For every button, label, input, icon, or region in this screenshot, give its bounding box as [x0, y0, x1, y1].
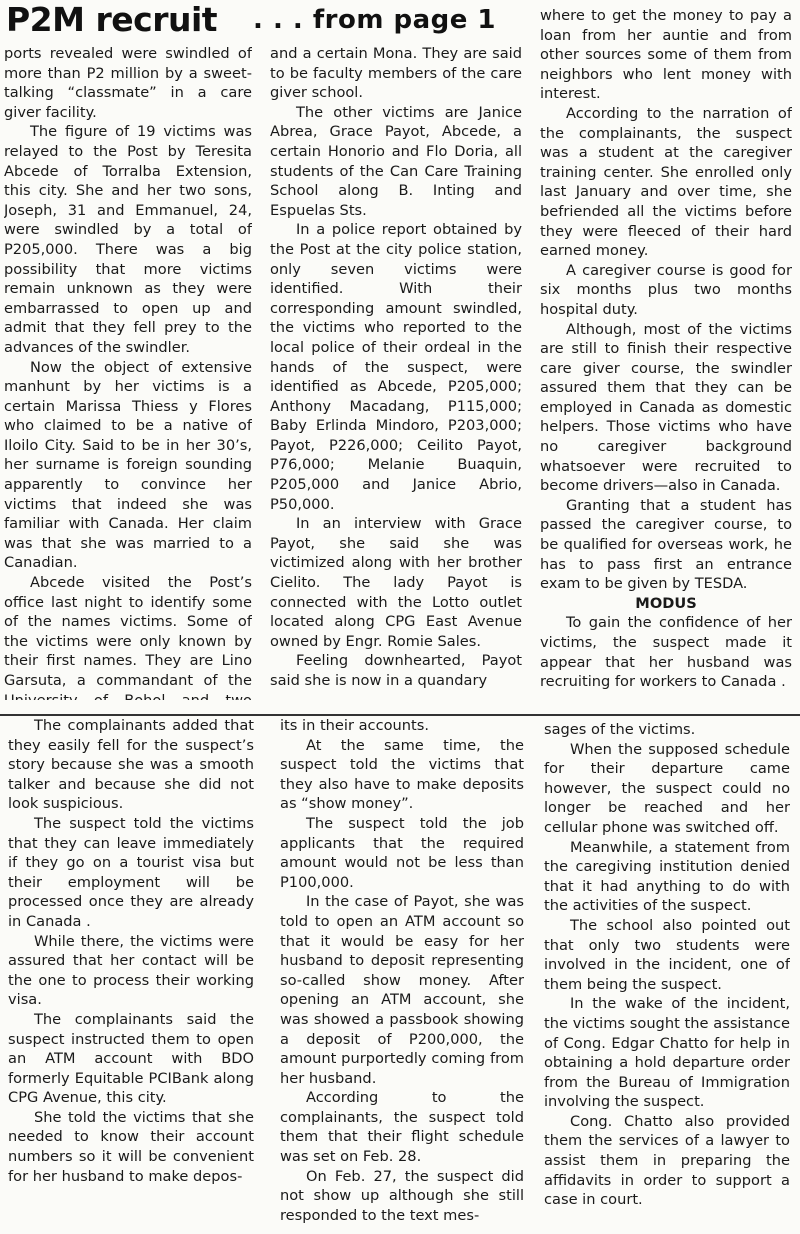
section-divider: [0, 700, 800, 716]
article-column-top-3: [540, 6, 792, 712]
headline-title: P2M recruit: [6, 0, 218, 39]
headline: [6, 0, 536, 44]
paragraph: where to get the money to pay a loan from her auntie and from other sources some of them from neighbors who lent money with interest.: [540, 7, 792, 103]
paragraph: To gain the confidence of her victims, the suspect made it appear that her husband was recruiting for workers to Canada .: [540, 614, 792, 691]
paragraph: The other victims are Janice Abrea, Grace Payot, Abcede, a certain Honorio and Flo Doria, all students of the Can Care Training School along B. Inting and Espuelas Sts.: [270, 103, 522, 219]
paragraph: Meanwhile, a statement from the caregiving institution denied that it had anything to do with the activities of the suspect.: [544, 838, 790, 915]
paragraph: and a certain Mona. They are said to be faculty members of the care giver school.: [270, 45, 522, 102]
paragraph: On Feb. 27, the suspect did not show up although she still responded to the text mes-: [280, 1167, 524, 1224]
headline-continuation: . . . from page 1: [253, 5, 497, 35]
paragraph: A caregiver course is good for six months plus two months hospital duty.: [540, 261, 792, 318]
article-column-top-1: [4, 44, 252, 712]
paragraph: ports revealed were swindled of more than P2 million by a sweet-talking “classmate” in a care giver facility.: [4, 45, 252, 121]
subheading: MODUS: [635, 594, 697, 612]
paragraph: In a police report obtained by the Post at the city police station, only seven victims were identified. With their corresponding amount swindled, the victims who reported to the local police of their ordeal in the hands of the suspect, were identified as Abcede, P205,000; Anthony Macadang, P115,000; Baby Erlinda Mindoro, P203,000; Payot, P226,000; Ceilito Payot, P76,000; Melanie Buaquin, P205,000 and Janice Abrio, P50,000.: [270, 221, 522, 513]
article-column-top-2: [270, 44, 522, 712]
paragraph: The school also pointed out that only two students were involved in the incident, one of them being the suspect.: [544, 916, 790, 993]
paragraph: Granting that a student has passed the caregiver course, to be qualified for overseas work, he has to pass first an entrance exam to be given by TESDA.: [540, 496, 792, 593]
paragraph: According to the narration of the complainants, the suspect was a student at the caregiver training center. She enrolled only last January and over time, she befriended all the victims before they were fleeced of their hard earned money.: [540, 104, 792, 260]
article-column-bottom-1: [8, 716, 254, 1232]
paragraph: Although, most of the victims are still to finish their respective care giver course, the swindler assured them that they can be employed in Canada as domestic helpers. Those victims who have no caregiver background whatsoever were recruited to become drivers—also in Canada.: [540, 320, 792, 495]
paragraph: According to the complainants, the suspect told them that their flight schedule was set on Feb. 28.: [280, 1089, 524, 1166]
paragraph: its in their accounts.: [280, 717, 429, 734]
paragraph: She told the victims that she needed to know their account numbers so it will be convenient for her husband to make depos-: [8, 1108, 254, 1185]
paragraph: In the wake of the incident, the victims sought the assistance of Cong. Edgar Chatto for help in obtaining a hold departure order from the Bureau of Immigration involving the suspect.: [544, 995, 790, 1111]
paragraph: While there, the victims were assured that her contact will be the one to process their working visa.: [8, 932, 254, 1009]
paragraph: In the case of Payot, she was told to open an ATM account so that it would be easy for her husband to deposit representing so-called show money. After opening an ATM account, she was showed a passbook showing a deposit of P200,000, the amount purportedly coming from her husband.: [280, 893, 524, 1087]
article-column-bottom-2: [280, 716, 524, 1232]
paragraph: The suspect told the job applicants that the required amount would not be less than P100,000.: [280, 814, 524, 891]
paragraph: In an interview with Grace Payot, she said she was victimized along with her brother Cielito. The lady Payot is connected with the Lotto outlet located along CPG East Avenue owned by Engr. Romie Sales.: [270, 515, 522, 650]
paragraph: Cong. Chatto also provided them the services of a lawyer to assist them in preparing the affidavits in order to support a case in court.: [544, 1112, 790, 1209]
paragraph: The complainants added that they easily fell for the suspect’s story because she was a smooth talker and because she did not look suspicious.: [8, 717, 254, 813]
paragraph: When the supposed schedule for their departure came however, the suspect could no longer be reached and her cellular phone was switched off.: [544, 740, 790, 836]
paragraph: At the same time, the suspect told the victims that they also have to make deposits as “show money”.: [280, 736, 524, 813]
paragraph: The suspect told the victims that they can leave immediately if they go on a tourist visa but their employment will be processed once they are already in Canada .: [8, 814, 254, 930]
paragraph: Abcede visited the Post’s office last night to identify some of the names victims. Some of the victims were only known by their first names. They are Lino Garsuta, a commandant of the: [4, 574, 252, 689]
paragraph: Now the object of extensive manhunt by her victims is a certain Marissa Thiess y Flores who claimed to be a native of Iloilo City. Said to be in her 30’s, her surname is foreign sounding apparently to convince her victims that indeed she was familiar with Canada. Her claim was that she was married to a Canadian.: [4, 358, 252, 572]
paragraph: Feeling downhearted, Payot said she is now in a quandary: [270, 652, 522, 689]
paragraph: sages of the victims.: [544, 721, 696, 738]
paragraph: The figure of 19 victims was relayed to the Post by Teresita Abcede of Torralba Extension, this city. She and her two sons, Joseph, 31 and Emmanuel, 24, were swindled by a total of P205,000. There was a big possibility that more victims remain unknown as they were embarrassed to open up and admit that they fell prey to the advances of the swindler.: [4, 123, 252, 356]
paragraph: The complainants said the suspect instructed them to open an ATM account with BDO formerly Equitable PCIBank along CPG Avenue, this city.: [8, 1010, 254, 1107]
article-column-bottom-3: [544, 720, 790, 1232]
